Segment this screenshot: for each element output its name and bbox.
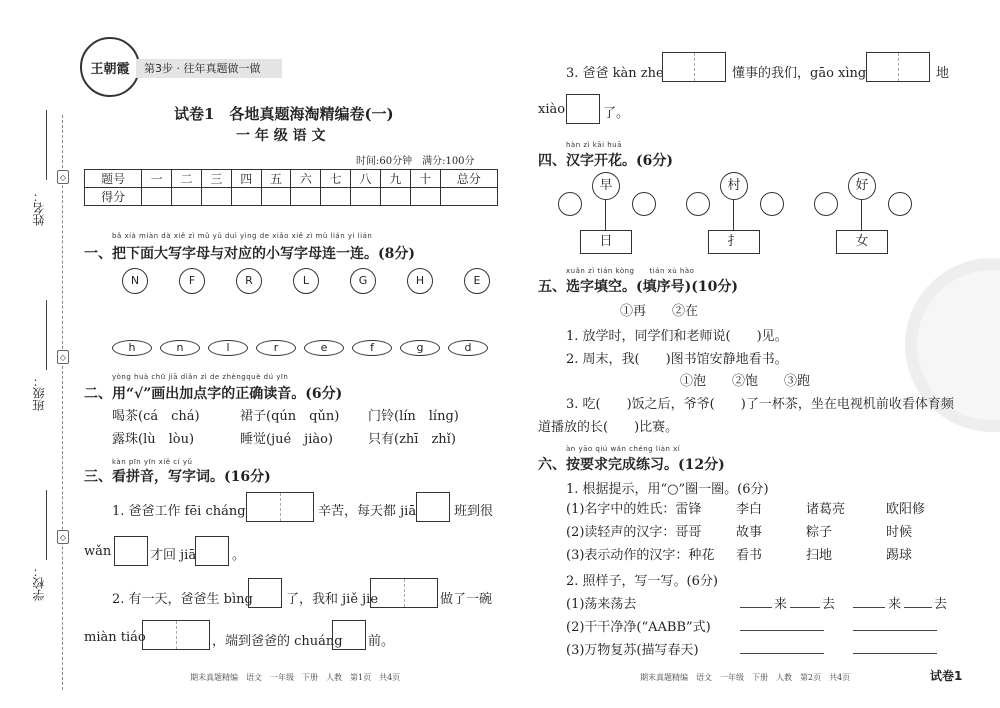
circle-option[interactable]: 扫地 xyxy=(806,548,833,563)
score-row-label: 得分 xyxy=(85,188,142,206)
writing-box[interactable] xyxy=(416,492,450,522)
exam-meta: 时间:60分钟 满分:100分 xyxy=(356,156,475,167)
answer-line[interactable] xyxy=(853,630,937,631)
score-table xyxy=(84,169,498,206)
question-text: 1. 爸爸工作 fēi cháng xyxy=(112,504,246,519)
gutter-mark: ◇ xyxy=(57,530,69,544)
option-list: ①泡 ②饱 ③跑 xyxy=(680,374,811,389)
writing-box[interactable] xyxy=(195,536,229,566)
score-cell[interactable] xyxy=(380,188,410,206)
lowercase-letter[interactable]: r xyxy=(256,340,296,356)
score-cell[interactable] xyxy=(351,188,381,206)
page-footer: 期末真题精编 语文 一年级 下册 人教 第1页 共4页 xyxy=(190,673,401,682)
lowercase-letters xyxy=(112,340,492,356)
score-header-cell: 三 xyxy=(201,170,231,188)
writing-box[interactable] xyxy=(332,620,366,650)
uppercase-letters xyxy=(122,268,482,294)
answer-line[interactable] xyxy=(740,630,824,631)
writing-box[interactable] xyxy=(370,578,438,608)
question-text: wǎn xyxy=(84,544,112,559)
pinyin-line: xuǎn zì tián kòng tián xù hào xyxy=(566,267,695,275)
question-text: 才回 jiā xyxy=(150,548,197,563)
circle-option[interactable]: 踢球 xyxy=(886,548,913,563)
flower-head: 村 xyxy=(720,172,748,200)
reading-item[interactable]: 裙子(qún qǔn) xyxy=(240,409,340,424)
uppercase-letter[interactable]: N xyxy=(122,268,148,294)
score-cell[interactable] xyxy=(142,188,172,206)
pinyin-line: yòng huà chū jiā diǎn zì de zhèngquè dú yīn xyxy=(112,373,289,381)
question-text: 1. 放学时，同学们和老师说( )见。 xyxy=(566,329,788,344)
flower-head: 早 xyxy=(592,172,620,200)
uppercase-letter[interactable]: L xyxy=(293,268,319,294)
flower-head: 好 xyxy=(848,172,876,200)
lowercase-letter[interactable]: l xyxy=(208,340,248,356)
binding-line xyxy=(62,115,63,690)
question-text: 2. 周末，我( )图书馆安静地看书。 xyxy=(566,352,788,367)
flower-petal xyxy=(814,192,838,216)
score-header-cell: 六 xyxy=(291,170,321,188)
question-text: 班到很 xyxy=(454,504,494,519)
score-header-cell: 十 xyxy=(410,170,440,188)
section-4-heading: 四、汉字开花。(6分) xyxy=(538,153,673,169)
writing-box[interactable] xyxy=(866,52,930,82)
flower-stem xyxy=(861,199,862,230)
writing-box[interactable] xyxy=(142,620,210,650)
uppercase-letter[interactable]: G xyxy=(350,268,376,294)
pattern-char: 来 xyxy=(888,597,902,612)
section-6-heading: 六、按要求完成练习。(12分) xyxy=(538,457,725,473)
circle-option[interactable]: 时候 xyxy=(886,525,913,540)
lowercase-letter[interactable]: g xyxy=(400,340,440,356)
answer-line[interactable] xyxy=(740,653,824,654)
score-cell[interactable] xyxy=(172,188,202,206)
question-text: 辛苦，每天都 jiā xyxy=(318,504,417,519)
answer-line[interactable] xyxy=(740,607,772,608)
score-cell[interactable] xyxy=(261,188,291,206)
question-text: 懂事的我们，gāo xìng xyxy=(732,66,867,81)
pattern-char: 去 xyxy=(934,597,948,612)
circle-option[interactable]: 故事 xyxy=(736,525,763,540)
answer-line[interactable] xyxy=(853,607,885,608)
reading-item[interactable]: 门铃(lín líng) xyxy=(368,409,459,424)
score-cell[interactable] xyxy=(410,188,440,206)
circle-option[interactable]: 欧阳修 xyxy=(886,502,926,517)
flower-petal xyxy=(632,192,656,216)
question-text: ，端到爸爸的 chuáng xyxy=(212,634,343,649)
circle-prompt: (3)表示动作的汉字：种花 xyxy=(566,548,715,563)
gutter-mark: ◇ xyxy=(57,170,69,184)
flower-petal xyxy=(888,192,912,216)
uppercase-letter[interactable]: H xyxy=(407,268,433,294)
question-text: 2. 有一天，爸爸生 bìng xyxy=(112,592,253,607)
circle-prompt: (2)读轻声的汉字：哥哥 xyxy=(566,525,702,540)
flower-pot: 日 xyxy=(580,230,632,254)
question-text: (1)荡来荡去 xyxy=(566,597,637,612)
question-text: 道播放的长( )比赛。 xyxy=(538,420,679,435)
question-text: 1. 根据提示，用“○”圈一圈。(6分) xyxy=(566,482,769,497)
question-text: xiào xyxy=(538,102,566,117)
question-text: 3. 吃( )饭之后，爷爷( )了一杯茶，坐在电视机前收看体育频 xyxy=(566,397,954,412)
pinyin-line: àn yāo qiú wán chéng liàn xí xyxy=(566,445,681,453)
writing-box[interactable] xyxy=(248,578,282,608)
reading-item[interactable]: 露珠(lù lòu) xyxy=(112,432,195,447)
question-text: (3)万物复苏(描写春天) xyxy=(566,643,699,658)
answer-line[interactable] xyxy=(904,607,932,608)
class-label: 班级： xyxy=(32,375,46,411)
name-line xyxy=(46,110,47,180)
question-text: 2. 照样子，写一写。(6分) xyxy=(566,574,718,589)
score-header-cell: 八 xyxy=(351,170,381,188)
score-header-cell: 二 xyxy=(172,170,202,188)
reading-item[interactable]: 睡觉(jué jiào) xyxy=(240,432,334,447)
lowercase-letter[interactable]: n xyxy=(160,340,200,356)
section-3-heading: 三、看拼音，写字词。(16分) xyxy=(84,469,271,485)
score-header-cell: 四 xyxy=(231,170,261,188)
flower-pot: 女 xyxy=(836,230,888,254)
pinyin-line: hàn zì kāi huā xyxy=(566,141,622,149)
pattern-char: 来 xyxy=(774,597,788,612)
lowercase-letter[interactable]: h xyxy=(112,340,152,356)
question-text: 做了一碗 xyxy=(440,592,493,607)
writing-box[interactable] xyxy=(246,492,314,522)
page-subtitle: 一 年 级 语 文 xyxy=(236,128,326,144)
section-1-heading: 一、把下面大写字母与对应的小写字母连一连。(8分) xyxy=(84,246,415,262)
uppercase-letter[interactable]: F xyxy=(179,268,205,294)
answer-line[interactable] xyxy=(790,607,820,608)
pattern-char: 去 xyxy=(822,597,836,612)
circle-option[interactable]: 粽子 xyxy=(806,525,833,540)
section-5-heading: 五、选字填空。(填序号)(10分) xyxy=(538,279,738,295)
score-cell[interactable] xyxy=(440,188,497,206)
paper-tag: 试卷1 xyxy=(930,669,963,683)
question-text: (2)干干净净(“AABB”式) xyxy=(566,620,711,635)
question-text: 前。 xyxy=(368,634,395,649)
school-line xyxy=(46,490,47,560)
lowercase-letter[interactable]: e xyxy=(304,340,344,356)
circle-option[interactable]: 看书 xyxy=(736,548,763,563)
flower-petal xyxy=(686,192,710,216)
reading-item[interactable]: 只有(zhī zhǐ) xyxy=(368,432,456,447)
uppercase-letter[interactable]: E xyxy=(464,268,490,294)
gutter-mark: ◇ xyxy=(57,350,69,364)
lowercase-letter[interactable]: d xyxy=(448,340,488,356)
flower-stem xyxy=(605,199,606,230)
page-title: 试卷1 各地真题海淘精编卷(一) xyxy=(174,105,394,123)
flower-stem xyxy=(733,199,734,230)
score-header-cell: 九 xyxy=(380,170,410,188)
section-2-heading: 二、用“√”画出加点字的正确读音。(6分) xyxy=(84,386,343,402)
score-cell[interactable] xyxy=(291,188,321,206)
question-text: 地 xyxy=(936,66,950,81)
class-line xyxy=(46,300,47,370)
uppercase-letter[interactable]: R xyxy=(236,268,262,294)
writing-box[interactable] xyxy=(662,52,726,82)
question-text: 3. 爸爸 kàn zhe xyxy=(566,66,664,81)
answer-line[interactable] xyxy=(853,653,937,654)
score-cell[interactable] xyxy=(231,188,261,206)
reading-item[interactable]: 喝茶(cá chá) xyxy=(112,409,200,424)
writing-box[interactable] xyxy=(114,536,148,566)
circle-prompt: (1)名字中的姓氏：雷锋 xyxy=(566,502,702,517)
brand-logo: 王朝霞 xyxy=(80,37,140,97)
question-text: 。 xyxy=(232,548,246,563)
lowercase-letter[interactable]: f xyxy=(352,340,392,356)
pinyin-line: kàn pīn yīn xiě cí yǔ xyxy=(112,458,193,466)
score-header-cell: 一 xyxy=(142,170,172,188)
score-header-cell: 五 xyxy=(261,170,291,188)
school-label: 学校： xyxy=(32,565,46,601)
character-flowers xyxy=(560,172,920,257)
option-list: ①再 ②在 xyxy=(620,304,699,319)
page-footer: 期末真题精编 语文 一年级 下册 人教 第2页 共4页 xyxy=(640,673,851,682)
score-cell[interactable] xyxy=(201,188,231,206)
name-label: 姓名： xyxy=(32,190,46,226)
circle-option[interactable]: 李白 xyxy=(736,502,763,517)
flower-petal xyxy=(760,192,784,216)
score-header-cell: 总分 xyxy=(440,170,497,188)
score-header-cell: 七 xyxy=(321,170,351,188)
writing-box[interactable] xyxy=(566,94,600,124)
score-cell[interactable] xyxy=(321,188,351,206)
question-text: 了，我和 jiě jie xyxy=(286,592,379,607)
circle-option[interactable]: 诸葛亮 xyxy=(806,502,846,517)
question-text: 了。 xyxy=(603,106,630,121)
step-banner: 第3步 · 往年真题做一做 xyxy=(136,59,282,78)
pinyin-line: bǎ xià miàn dà xiě zì mǔ yǔ duì yìng de xiǎo xiě zì mǔ lián yi lián xyxy=(112,232,373,240)
question-text: miàn tiáo xyxy=(84,630,146,645)
score-header-cell: 题号 xyxy=(85,170,142,188)
flower-petal xyxy=(558,192,582,216)
flower-pot: 扌 xyxy=(708,230,760,254)
